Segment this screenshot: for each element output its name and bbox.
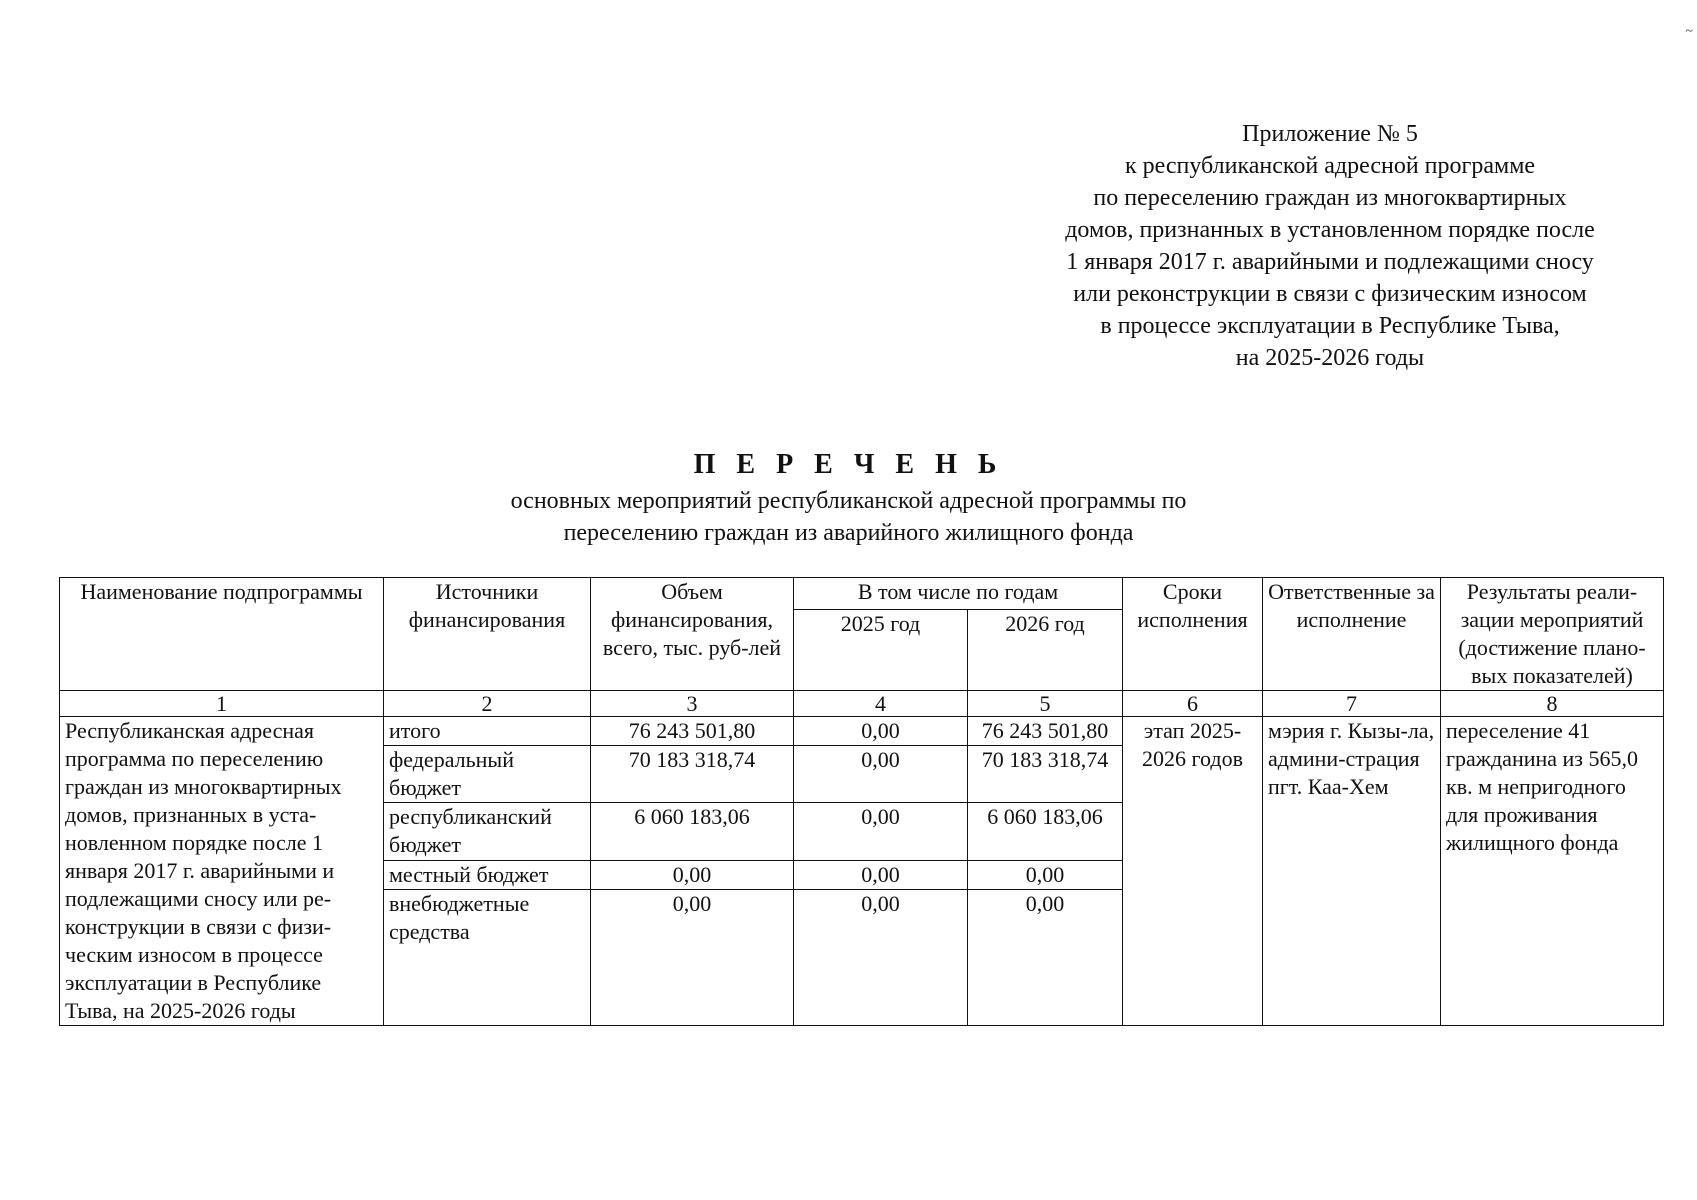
header-terms: Сроки исполнения <box>1123 578 1263 691</box>
header-by-years: В том числе по годам <box>794 578 1123 610</box>
column-number: 6 <box>1123 691 1263 717</box>
document-heading <box>300 445 1397 549</box>
annex-block <box>990 118 1670 374</box>
source-cell: федеральный бюджет <box>384 746 591 803</box>
y2025-cell: 0,00 <box>794 803 968 860</box>
column-number: 8 <box>1441 691 1664 717</box>
annex-line: в процессе эксплуатации в Республике Тыва, <box>1100 313 1560 339</box>
column-number: 7 <box>1263 691 1441 717</box>
terms-cell: этап 2025-2026 годов <box>1123 717 1263 1026</box>
y2025-cell: 0,00 <box>794 890 968 1026</box>
annex-line: домов, признанных в установленном порядке после <box>1065 217 1595 243</box>
column-number: 2 <box>384 691 591 717</box>
header-name: Наименование подпрограммы <box>60 578 384 691</box>
total-cell: 76 243 501,80 <box>591 717 794 746</box>
source-cell: внебюджетные средства <box>384 890 591 1026</box>
annex-line: к республиканской адресной программе <box>1124 153 1536 179</box>
total-cell: 0,00 <box>591 860 794 889</box>
column-number: 3 <box>591 691 794 717</box>
header-year-2026: 2026 год <box>968 610 1123 691</box>
y2026-cell: 76 243 501,80 <box>968 717 1123 746</box>
total-cell: 0,00 <box>591 890 794 1026</box>
responsible-cell: мэрия г. Кызы-ла, админи-страция пгт. Каа-Хем <box>1263 717 1441 1026</box>
document-title: П Е Р Е Ч Е Н Ь <box>693 449 1004 480</box>
total-cell: 70 183 318,74 <box>591 746 794 803</box>
table-row <box>60 717 1664 746</box>
annex-line: на 2025-2026 годы <box>1235 345 1425 371</box>
header-sources: Источники финансирования <box>384 578 591 691</box>
document-subtitle: переселению граждан из аварийного жилищного фонда <box>563 520 1134 546</box>
y2025-cell: 0,00 <box>794 717 968 746</box>
column-numbers-row <box>60 691 1664 717</box>
y2026-cell: 70 183 318,74 <box>968 746 1123 803</box>
total-cell: 6 060 183,06 <box>591 803 794 860</box>
source-cell: республиканский бюджет <box>384 803 591 860</box>
column-number: 4 <box>794 691 968 717</box>
annex-line: по переселению граждан из многоквартирных <box>1093 185 1567 211</box>
header-results: Результаты реали-зации мероприятий (достижение плано-вых показателей) <box>1441 578 1664 691</box>
corner-mark: ~ <box>1685 24 1693 39</box>
column-number: 5 <box>968 691 1123 717</box>
annex-line: 1 января 2017 г. аварийными и подлежащими сносу <box>1066 249 1594 275</box>
y2025-cell: 0,00 <box>794 860 968 889</box>
column-number: 1 <box>60 691 384 717</box>
header-year-2025: 2025 год <box>794 610 968 691</box>
header-volume: Объем финансирования, всего, тыс. руб-лей <box>591 578 794 691</box>
source-cell: местный бюджет <box>384 860 591 889</box>
source-cell: итого <box>384 717 591 746</box>
y2026-cell: 0,00 <box>968 860 1123 889</box>
results-cell: переселение 41 гражданина из 565,0 кв. м непригодного для проживания жилищного фонда <box>1441 717 1664 1026</box>
header-responsible: Ответственные за исполнение <box>1263 578 1441 691</box>
y2025-cell: 0,00 <box>794 746 968 803</box>
annex-line: или реконструкции в связи с физическим износом <box>1073 281 1587 307</box>
y2026-cell: 6 060 183,06 <box>968 803 1123 860</box>
measures-table <box>59 577 1664 1026</box>
program-name-cell: Республиканская адресная программа по переселению граждан из многоквартирных домов, признанных в уста-новленном порядке после 1 января 2017 г. аварийными и подлежащими сносу или ре-конструкции в связи с физи-ческим износом в процессе эксплуатации в Республике Тыва, на 2025-2026 годы <box>60 717 384 1026</box>
document-subtitle: основных мероприятий республиканской адресной программы по <box>510 488 1187 514</box>
y2026-cell: 0,00 <box>968 890 1123 1026</box>
annex-line: Приложение № 5 <box>1242 121 1418 147</box>
